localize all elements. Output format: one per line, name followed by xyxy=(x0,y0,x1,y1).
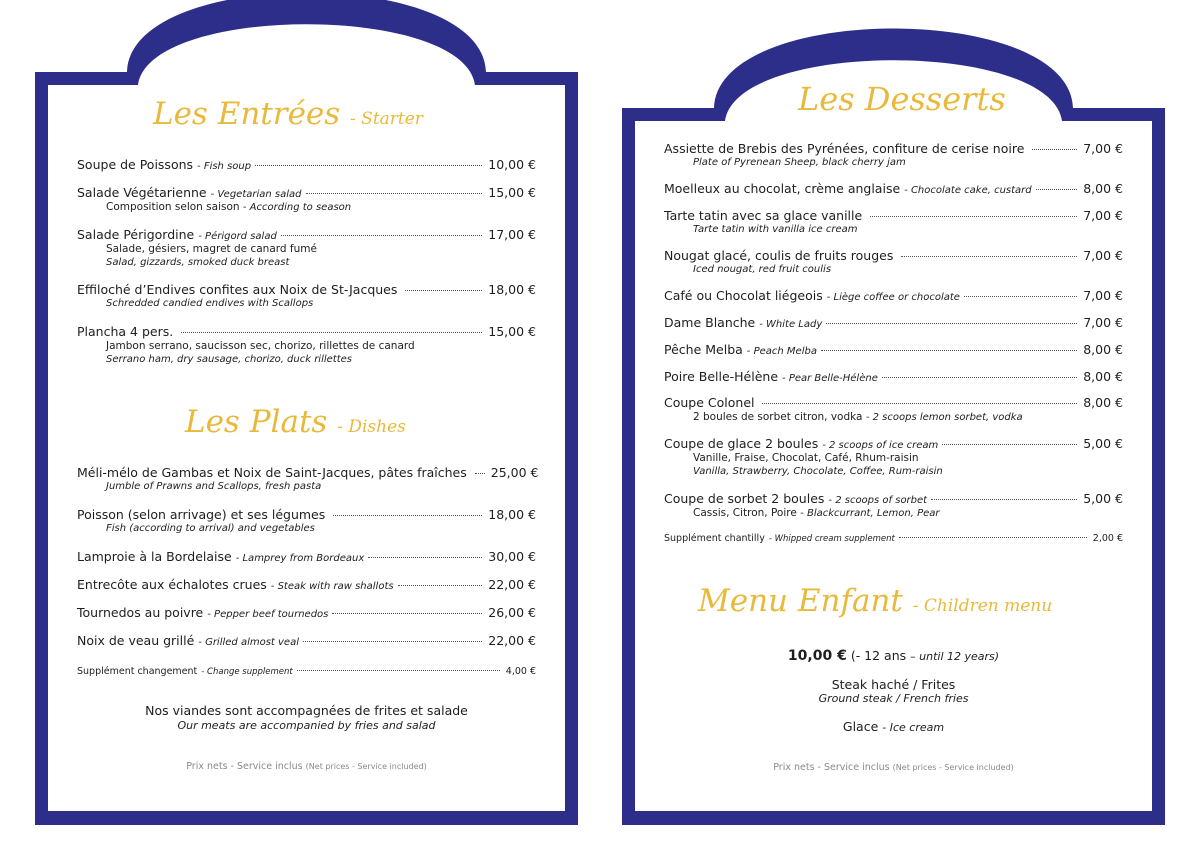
supplement-name: Supplément chantilly xyxy=(664,533,765,544)
detail-text: Cassis, Citron, Poire xyxy=(693,507,797,519)
menu-item xyxy=(664,315,1123,330)
kids-course1-en: Ground steak / French fries xyxy=(818,692,969,705)
meats-note-fr: Nos viandes sont accompagnées de frites et salade xyxy=(145,703,468,718)
item-price: 7,00 € xyxy=(1083,208,1123,223)
menu-item xyxy=(664,141,1123,170)
detail-text: Salade, gésiers, magret de canard fumé xyxy=(106,243,317,255)
kids-course2-fr: Glace xyxy=(842,719,879,734)
menu-item xyxy=(77,185,536,215)
item-translation: - Lamprey from Bordeaux xyxy=(235,553,365,564)
starters-title-sub: - Starter xyxy=(350,109,423,129)
leader-dots xyxy=(333,515,482,516)
starters-title xyxy=(153,96,423,132)
item-name: Tournedos au poivre xyxy=(77,605,204,620)
meats-note xyxy=(35,703,578,732)
item-price: 30,00 € xyxy=(488,549,536,564)
item-detail xyxy=(77,200,536,215)
item-price: 22,00 € xyxy=(488,577,536,592)
leader-dots xyxy=(826,323,1077,324)
item-name: Lamproie à la Bordelaise xyxy=(77,549,232,564)
desserts-title xyxy=(798,80,1006,118)
item-name: Tarte tatin avec sa glace vanille xyxy=(664,208,863,223)
item-name: Moelleux au chocolat, crème anglaise xyxy=(664,181,901,196)
menu-item xyxy=(664,369,1123,384)
detail-translation: Jumble of Prawns and Scallops, fresh pasta xyxy=(106,481,322,492)
menu-item xyxy=(77,324,536,367)
footer-net: (Net prices - Service included) xyxy=(892,763,1014,772)
supplement-price: 2,00 € xyxy=(1092,533,1123,544)
menu-item xyxy=(664,342,1123,357)
footer-main: Prix nets - Service inclus xyxy=(186,761,303,772)
item-detail xyxy=(664,465,1123,479)
kids-price: 10,00 € xyxy=(787,648,847,664)
kids-age-en: – until 12 years) xyxy=(910,650,1000,663)
item-price: 17,00 € xyxy=(488,227,536,242)
item-price: 5,00 € xyxy=(1083,436,1123,451)
menu-item xyxy=(664,181,1123,196)
kids-course1-fr: Steak haché / Frites xyxy=(831,677,956,692)
item-price: 15,00 € xyxy=(488,185,536,200)
item-name: Café ou Chocolat liégeois xyxy=(664,288,823,303)
menu-item xyxy=(664,491,1123,521)
menu-item xyxy=(77,227,536,270)
item-detail xyxy=(664,451,1123,465)
detail-translation: Serrano ham, dry sausage, chorizo, duck rillettes xyxy=(106,354,353,365)
item-price: 15,00 € xyxy=(488,324,536,339)
item-price: 7,00 € xyxy=(1083,288,1123,303)
detail-translation: Fish (according to arrival) and vegetables xyxy=(106,523,315,534)
kids-menu-price xyxy=(622,648,1165,664)
menu-item xyxy=(77,282,536,311)
dishes-title-main: Les Plats xyxy=(185,404,328,440)
change-supplement xyxy=(77,666,536,677)
item-price: 7,00 € xyxy=(1083,315,1123,330)
item-price: 26,00 € xyxy=(488,605,536,620)
kids-course2-en: - Ice cream xyxy=(882,721,945,734)
menu-item xyxy=(664,208,1123,237)
kids-age: (- 12 ans xyxy=(850,648,907,663)
item-translation: - Périgord salad xyxy=(198,231,277,242)
item-detail xyxy=(664,223,1123,237)
item-translation: - 2 scoops of ice cream xyxy=(822,440,939,451)
menu-item xyxy=(77,605,536,620)
starters-dishes-menu-panel xyxy=(35,0,578,825)
leader-dots xyxy=(368,557,482,558)
item-price: 25,00 € xyxy=(490,465,539,480)
detail-text: Vanille, Fraise, Chocolat, Café, Rhum-raisin xyxy=(693,452,919,464)
price-footer xyxy=(622,762,1165,773)
leader-dots xyxy=(821,350,1077,351)
item-price: 18,00 € xyxy=(488,282,536,297)
item-translation: - White Lady xyxy=(759,319,823,330)
item-price: 8,00 € xyxy=(1083,395,1123,410)
detail-text: 2 boules de sorbet citron, vodka xyxy=(693,411,863,423)
item-name: Coupe de sorbet 2 boules xyxy=(664,491,825,506)
footer-main: Prix nets - Service inclus xyxy=(773,762,890,773)
item-price: 8,00 € xyxy=(1083,369,1123,384)
item-detail xyxy=(664,410,1123,425)
item-price: 8,00 € xyxy=(1083,342,1123,357)
item-name: Effiloché d’Endives confites aux Noix de St-Jacques xyxy=(77,282,398,297)
item-translation: - Pepper beef tournedos xyxy=(207,609,329,620)
item-detail xyxy=(77,522,536,536)
menu-item xyxy=(77,465,539,494)
menu-item xyxy=(664,395,1123,425)
item-name: Soupe de Poissons xyxy=(77,157,194,172)
kids-course-2 xyxy=(622,719,1165,734)
leader-dots xyxy=(306,193,483,194)
item-detail xyxy=(77,480,536,494)
detail-translation: Salad, gizzards, smoked duck breast xyxy=(106,257,290,268)
detail-translation: - 2 scoops lemon sorbet, vodka xyxy=(865,412,1023,423)
price-footer xyxy=(35,761,578,772)
starters-title-main: Les Entrées xyxy=(153,96,341,132)
item-price: 8,00 € xyxy=(1083,181,1123,196)
item-detail xyxy=(77,353,536,367)
footer-net: (Net prices - Service included) xyxy=(305,762,427,771)
item-price: 22,00 € xyxy=(488,633,536,648)
item-translation: - Peach Melba xyxy=(746,346,817,357)
supplement-translation: - Change supplement xyxy=(201,667,293,677)
item-name: Méli-mélo de Gambas et Noix de Saint-Jacques, pâtes fraîches xyxy=(77,465,467,480)
item-name: Poire Belle-Hélène xyxy=(664,369,779,384)
leader-dots xyxy=(870,216,1077,217)
dishes-title-sub: - Dishes xyxy=(337,417,406,437)
leader-dots xyxy=(303,641,482,642)
kids-menu-title xyxy=(698,583,1052,619)
item-name: Nougat glacé, coulis de fruits rouges xyxy=(664,248,894,263)
leader-dots xyxy=(281,235,482,236)
item-detail xyxy=(77,256,536,270)
leader-dots xyxy=(882,377,1077,378)
leader-dots xyxy=(255,165,482,166)
detail-translation: Tarte tatin with vanilla ice cream xyxy=(693,224,858,235)
desserts-title-main: Les Desserts xyxy=(798,80,1006,118)
kids-title-main: Menu Enfant xyxy=(698,583,903,619)
item-translation: - Chocolate cake, custard xyxy=(904,185,1032,196)
item-price: 5,00 € xyxy=(1083,491,1123,506)
desserts-menu-panel xyxy=(622,0,1165,825)
leader-dots xyxy=(405,290,482,291)
menu-item xyxy=(664,288,1123,303)
leader-dots xyxy=(964,296,1077,297)
menu-item xyxy=(77,633,536,648)
whipped-cream-supplement xyxy=(664,533,1123,544)
item-name: Coupe Colonel xyxy=(664,395,755,410)
item-price: 7,00 € xyxy=(1083,248,1123,263)
item-name: Salade Végétarienne xyxy=(77,185,207,200)
supplement-name: Supplément changement xyxy=(77,666,198,677)
item-detail xyxy=(77,339,536,353)
item-translation: - Pear Belle-Hélène xyxy=(782,373,878,384)
leader-dots xyxy=(1036,189,1078,190)
item-name: Noix de veau grillé xyxy=(77,633,195,648)
item-detail xyxy=(664,263,1123,277)
item-translation: - Fish soup xyxy=(197,161,252,172)
item-name: Plancha 4 pers. xyxy=(77,324,174,339)
menu-item xyxy=(664,248,1123,277)
detail-translation: Iced nougat, red fruit coulis xyxy=(693,264,832,275)
item-detail xyxy=(77,297,536,311)
item-name: Pêche Melba xyxy=(664,342,743,357)
item-translation: - Grilled almost veal xyxy=(198,637,299,648)
menu-item xyxy=(77,549,536,564)
item-price: 7,00 € xyxy=(1083,141,1123,156)
kids-course-1 xyxy=(622,677,1165,705)
item-name: Entrecôte aux échalotes crues xyxy=(77,577,267,592)
menu-item xyxy=(77,577,536,592)
item-detail xyxy=(664,506,1123,521)
item-price: 10,00 € xyxy=(488,157,536,172)
leader-dots xyxy=(332,613,482,614)
leader-dots xyxy=(1032,149,1077,150)
leader-dots xyxy=(181,332,482,333)
item-name: Assiette de Brebis des Pyrénées, confiture de cerise noire xyxy=(664,141,1025,156)
menu-item xyxy=(77,157,536,172)
leader-dots xyxy=(762,403,1077,404)
item-detail xyxy=(664,156,1123,170)
item-name: Poisson (selon arrivage) et ses légumes xyxy=(77,507,326,522)
item-translation: - Vegetarian salad xyxy=(210,189,302,200)
item-translation: - Liège coffee or chocolate xyxy=(826,292,960,303)
leader-dots xyxy=(398,585,483,586)
supplement-price: 4,00 € xyxy=(505,666,536,677)
detail-translation: - Blackcurrant, Lemon, Pear xyxy=(800,508,940,519)
leader-dots xyxy=(931,499,1077,500)
detail-text: Jambon serrano, saucisson sec, chorizo, rillettes de canard xyxy=(106,340,415,352)
detail-translation: Plate of Pyrenean Sheep, black cherry jam xyxy=(693,157,906,168)
item-price: 18,00 € xyxy=(488,507,536,522)
leader-dots xyxy=(942,444,1077,445)
detail-translation: Schredded candied endives with Scallops xyxy=(106,298,314,309)
kids-title-sub: - Children menu xyxy=(912,596,1053,616)
item-translation: - 2 scoops of sorbet xyxy=(828,495,928,506)
leader-dots xyxy=(901,256,1077,257)
item-name: Salade Périgordine xyxy=(77,227,195,242)
supplement-translation: - Whipped cream supplement xyxy=(768,534,895,544)
leader-dots xyxy=(475,473,485,474)
meats-note-en: Our meats are accompanied by fries and salad xyxy=(177,719,436,732)
menu-item xyxy=(77,507,536,536)
menu-item xyxy=(664,436,1123,479)
dishes-title xyxy=(185,404,406,440)
item-detail xyxy=(77,242,536,256)
detail-translation: - According to season xyxy=(242,202,352,213)
item-translation: - Steak with raw shallots xyxy=(270,581,394,592)
item-name: Coupe de glace 2 boules xyxy=(664,436,819,451)
detail-translation: Vanilla, Strawberry, Chocolate, Coffee, Rum-raisin xyxy=(693,466,943,477)
item-name: Dame Blanche xyxy=(664,315,756,330)
detail-text: Composition selon saison xyxy=(106,201,240,213)
